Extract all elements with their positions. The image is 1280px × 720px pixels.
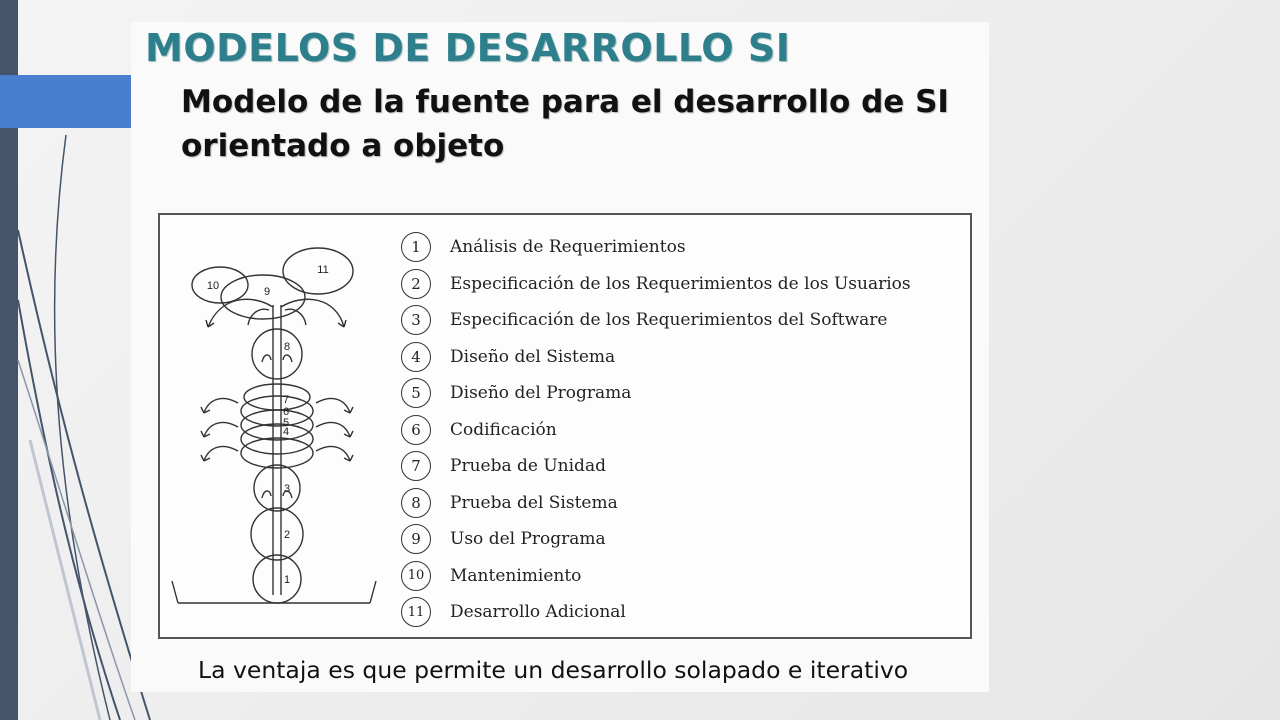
legend-item bbox=[401, 302, 911, 339]
legend-number: 4 bbox=[401, 342, 431, 372]
legend-label: Prueba de Unidad bbox=[450, 456, 606, 477]
legend-label: Codificación bbox=[450, 419, 557, 440]
phase-ellipse-6 bbox=[241, 410, 313, 440]
phase-ellipse-7 bbox=[241, 396, 313, 426]
diagram-label-4: 4 bbox=[282, 426, 290, 438]
footer-note: La ventaja es que permite un desarrollo solapado e iterativo bbox=[198, 656, 909, 684]
slide-image bbox=[131, 22, 989, 692]
fountain-stem bbox=[273, 305, 281, 595]
legend-item bbox=[401, 594, 911, 631]
legend-number: 8 bbox=[401, 488, 431, 518]
diagram-label-11: 11 bbox=[317, 264, 329, 276]
legend-number: 9 bbox=[401, 524, 431, 554]
legend-label: Mantenimiento bbox=[450, 565, 582, 586]
legend-item bbox=[401, 485, 911, 522]
fountain-model-figure bbox=[158, 213, 972, 639]
legend-item bbox=[401, 558, 911, 595]
diagram-label-1: 1 bbox=[283, 574, 291, 586]
phase-circle-8 bbox=[252, 329, 302, 379]
legend-label: Análisis de Requerimientos bbox=[450, 237, 686, 258]
main-title: MODELOS DE DESARROLLO SI bbox=[145, 26, 791, 70]
phase-ellipse-5 bbox=[241, 424, 313, 454]
diagram-label-9: 9 bbox=[263, 286, 271, 298]
legend-item bbox=[401, 412, 911, 449]
diagram-label-7: 7 bbox=[282, 394, 290, 406]
legend-label: Especificación de los Requerimientos de los Usuarios bbox=[450, 273, 911, 294]
legend-label: Especificación de los Requerimientos del Software bbox=[450, 310, 888, 331]
legend-number: 6 bbox=[401, 415, 431, 445]
legend-number: 10 bbox=[401, 561, 431, 591]
fountain-diagram bbox=[170, 235, 380, 615]
legend-label: Desarrollo Adicional bbox=[450, 602, 626, 623]
legend-item bbox=[401, 266, 911, 303]
phase-ellipse-10 bbox=[192, 267, 248, 303]
phase-ellipse-7b bbox=[244, 384, 310, 410]
legend-item bbox=[401, 448, 911, 485]
phase-circle-2 bbox=[251, 508, 303, 560]
accent-block bbox=[0, 75, 132, 128]
phase-legend bbox=[401, 229, 911, 631]
legend-item bbox=[401, 229, 911, 266]
legend-number: 7 bbox=[401, 451, 431, 481]
legend-number: 11 bbox=[401, 597, 431, 627]
legend-item bbox=[401, 375, 911, 412]
legend-number: 1 bbox=[401, 232, 431, 262]
legend-number: 2 bbox=[401, 269, 431, 299]
diagram-label-5: 5 bbox=[282, 417, 290, 429]
legend-item bbox=[401, 521, 911, 558]
diagram-label-6: 6 bbox=[282, 406, 290, 418]
phase-circle-1 bbox=[253, 555, 301, 603]
legend-number: 3 bbox=[401, 305, 431, 335]
legend-item bbox=[401, 339, 911, 376]
legend-label: Diseño del Programa bbox=[450, 383, 632, 404]
diagram-label-10: 10 bbox=[206, 280, 220, 292]
diagram-label-2: 2 bbox=[283, 529, 291, 541]
phase-ellipse-4 bbox=[241, 438, 313, 468]
legend-label: Diseño del Sistema bbox=[450, 346, 616, 367]
legend-number: 5 bbox=[401, 378, 431, 408]
legend-label: Prueba del Sistema bbox=[450, 492, 618, 513]
subtitle: Modelo de la fuente para el desarrollo de SI orientado a objeto bbox=[181, 84, 949, 164]
legend-label: Uso del Programa bbox=[450, 529, 606, 550]
diagram-label-3: 3 bbox=[283, 483, 291, 495]
phase-circle-3 bbox=[254, 465, 300, 511]
diagram-label-8: 8 bbox=[283, 341, 291, 353]
